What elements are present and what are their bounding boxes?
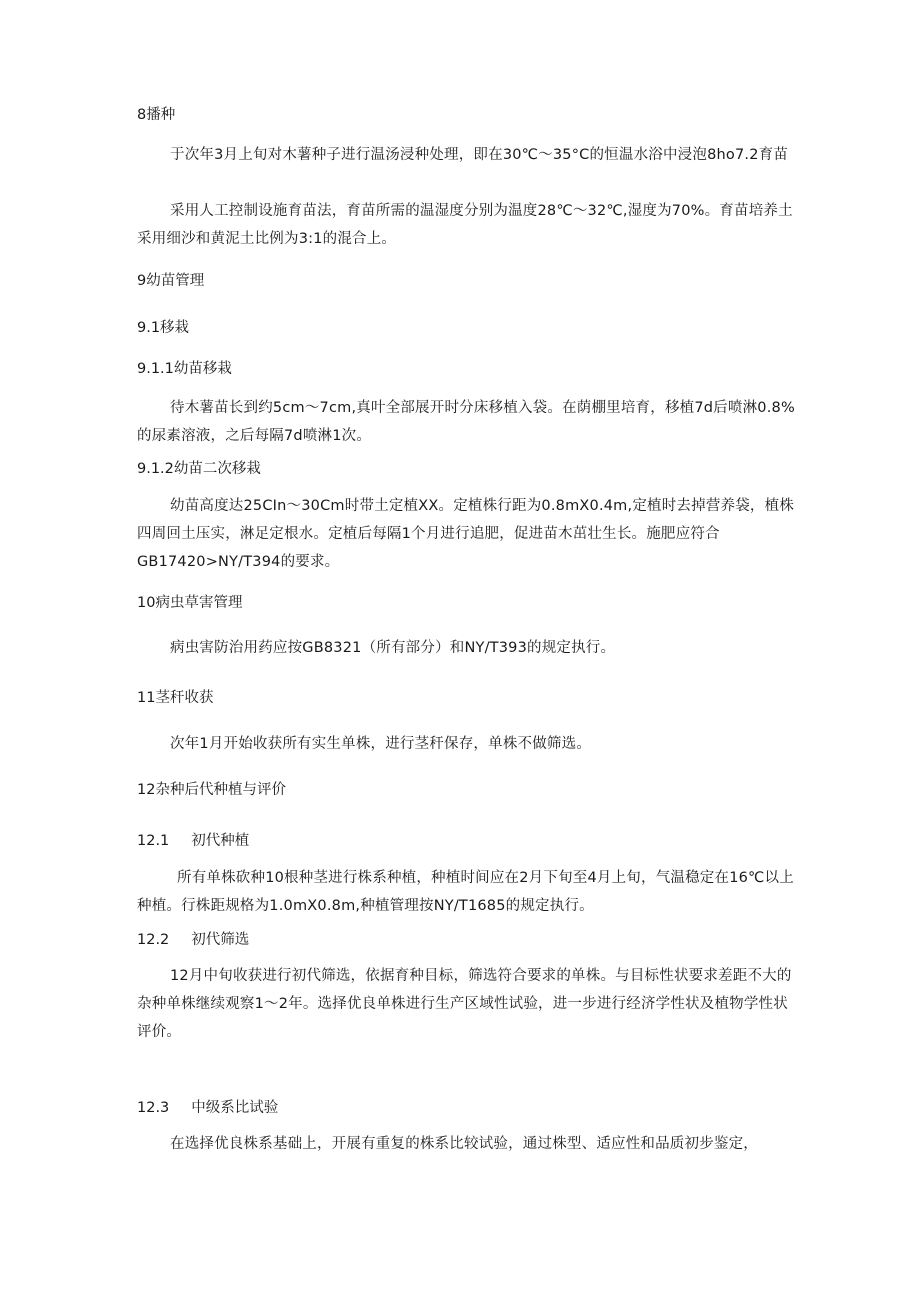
section-heading-12-2: [137, 930, 249, 950]
section-number-12-1: 12.1: [137, 833, 170, 849]
section-heading-9-1-2: 9.1.2幼苗二次移栽: [137, 461, 261, 477]
section-title-12-2: 初代筛选: [191, 932, 250, 948]
section-heading-9: 9幼苗管理: [137, 273, 205, 289]
paragraph-second-transplant: 幼苗高度达25CIn～30Cm时带土定植XX。定植株行距为0.8mX0.4m,定植时去掉营养袋，植株四周回土压实，淋足定根水。定植后每隔1个月进行追肥，促进苗木茁壮生长。施肥应符合GB17420>NY/T394的要求。: [137, 498, 795, 570]
paragraph-seedling-transplant: 待木薯苗长到约5cm～7cm,真叶全部展开时分床移植入袋。在荫棚里培育，移植7d后喷淋0.8%的尿素溶液，之后每隔7d喷淋1次。: [137, 400, 795, 444]
section-heading-10: 10病虫草害管理: [137, 595, 243, 611]
section-heading-9-1: 9.1移栽: [137, 320, 190, 336]
section-heading-12-1: [137, 831, 249, 851]
section-heading-9-1-1: 9.1.1幼苗移栽: [137, 361, 232, 377]
paragraph-initial-planting: 所有单株砍种10根种茎进行株系种植，种植时间应在2月下旬至4月上旬，气温稳定在16℃以上种植。行株距规格为1.0mX0.8m,种植管理按NY/T1685的规定执行。: [137, 870, 794, 914]
paragraph-initial-screening: 12月中旬收获进行初代筛选，依据育种目标，筛选符合要求的单株。与目标性状要求差距不大的杂种单株继续观察1～2年。选择优良单株进行生产区域性试验，进一步进行经济学性状及植物学性状评价。: [137, 968, 792, 1040]
paragraph-seedling-raising: 采用人工控制设施育苗法，育苗所需的温湿度分别为温度28℃～32℃,湿度为70%。育苗培养土采用细沙和黄泥土比例为3:1的混合上。: [137, 203, 793, 247]
paragraph-stem-harvest: 次年1月开始收获所有实生单株，进行茎秆保存，单株不做筛选。: [170, 736, 592, 752]
section-title-12-3: 中级系比试验: [191, 1100, 279, 1116]
section-heading-12-3: [137, 1098, 278, 1118]
paragraph-sowing: 于次年3月上旬对木薯种子进行温汤浸种处理，即在30℃～35°C的恒温水浴中浸泡8ho7.2育苗: [170, 147, 789, 163]
paragraph-line-comparison: 在选择优良株系基础上，开展有重复的株系比较试验，通过株型、适应性和品质初步鉴定，: [170, 1136, 758, 1152]
paragraph-pest-control: 病虫害防治用药应按GB8321（所有部分）和NY/T393的规定执行。: [170, 640, 616, 656]
section-heading-11: 11茎秆收获: [137, 690, 214, 706]
section-number-12-2: 12.2: [137, 932, 170, 948]
section-heading-12: 12杂种后代种植与评价: [137, 782, 286, 798]
section-title-12-1: 初代种植: [191, 833, 250, 849]
section-heading-8: 8播种: [137, 107, 176, 123]
section-number-12-3: 12.3: [137, 1100, 170, 1116]
